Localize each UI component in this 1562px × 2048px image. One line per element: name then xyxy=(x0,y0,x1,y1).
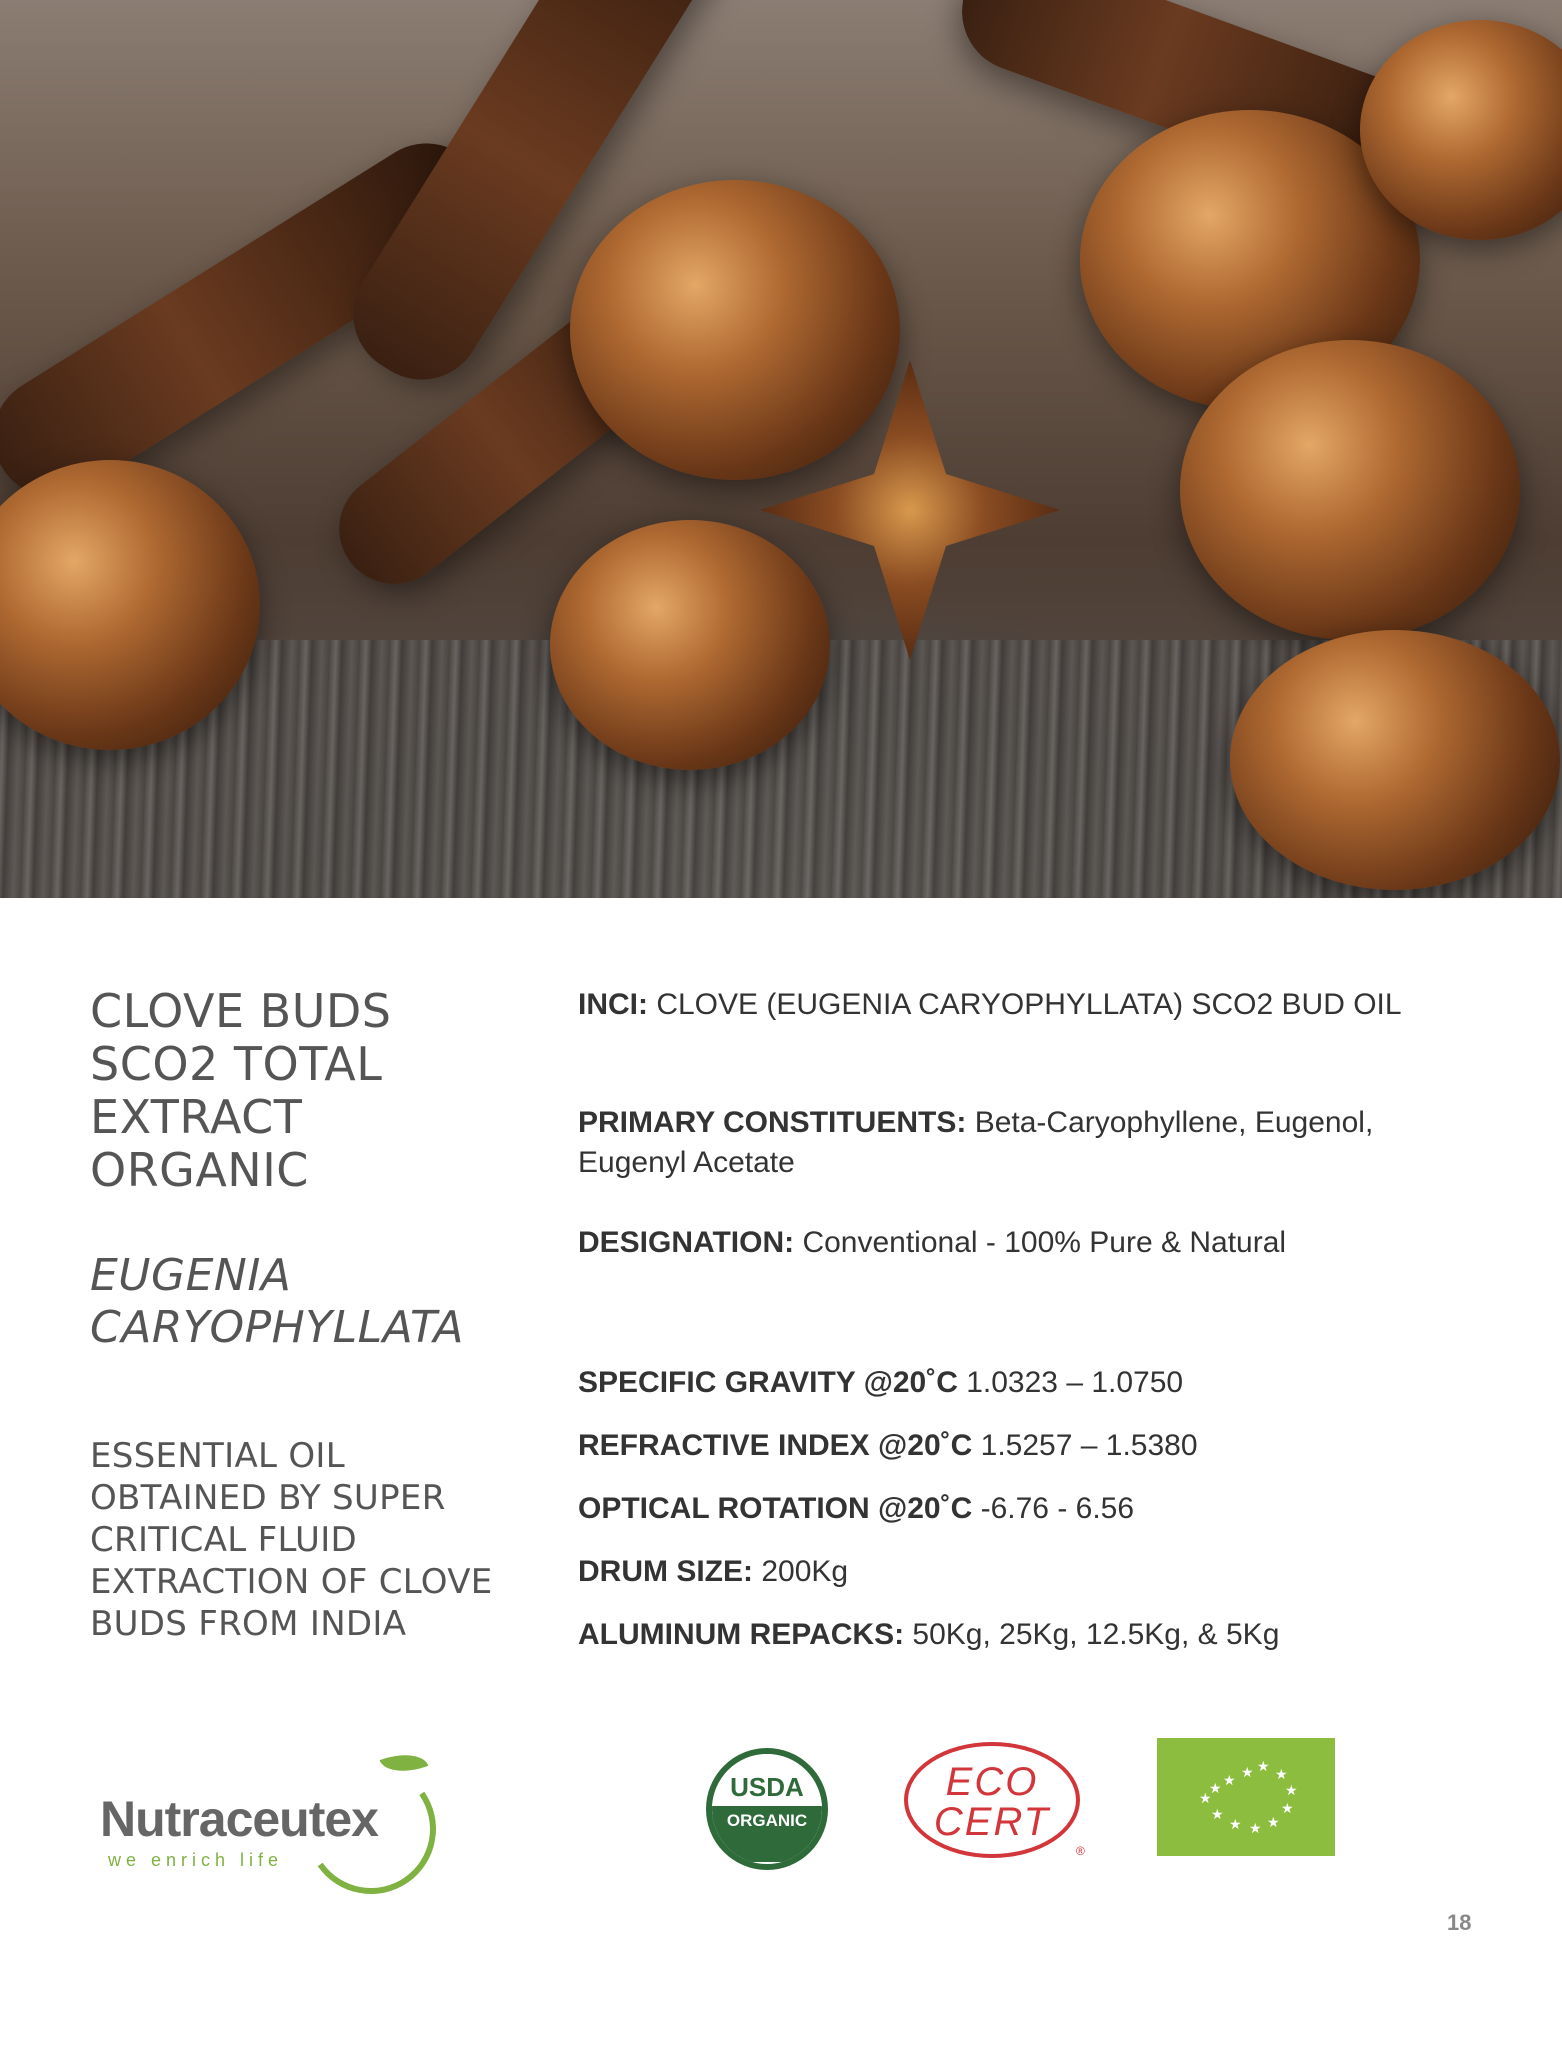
page-number: 18 xyxy=(1447,1910,1472,1935)
eu-organic-leaf-logo xyxy=(1157,1738,1335,1856)
usda-arc xyxy=(716,1836,818,1866)
nutraceutex-logo xyxy=(100,1760,440,1870)
spec-value: Conventional - 100% Pure & Natural xyxy=(794,1226,1287,1259)
description-line: OBTAINED BY SUPER xyxy=(90,1478,446,1518)
title-line: EXTRACT xyxy=(90,1090,303,1144)
latin-name xyxy=(90,1250,520,1354)
spec-label: REFRACTIVE INDEX @20˚C xyxy=(578,1429,973,1462)
clove-bud-shape xyxy=(1180,340,1520,640)
product-description xyxy=(90,1435,530,1645)
title-line: SCO2 TOTAL xyxy=(90,1037,383,1091)
usda-label: USDA xyxy=(712,1754,822,1814)
ecocert-line1: ECO xyxy=(945,1760,1039,1804)
spec-label: SPECIFIC GRAVITY @20˚C xyxy=(578,1366,958,1399)
brand-name: Nutraceutex xyxy=(100,1791,378,1847)
ecocert-line2: CERT xyxy=(933,1800,1051,1844)
usda-organic-label: ORGANIC xyxy=(712,1806,822,1870)
latin-line: CARYOPHYLLATA xyxy=(90,1302,464,1353)
title-line: ORGANIC xyxy=(90,1143,309,1197)
hero-clove-photo xyxy=(0,0,1562,898)
title-line: CLOVE BUDS xyxy=(90,984,392,1038)
spec-designation xyxy=(578,1223,1478,1263)
spec-label: DESIGNATION: xyxy=(578,1226,795,1259)
spec-refractive-index xyxy=(578,1426,1478,1466)
spec-label: OPTICAL ROTATION @20˚C xyxy=(578,1492,973,1525)
spec-label: PRIMARY CONSTITUENTS: xyxy=(578,1106,967,1139)
eu-stars-leaf-icon: ★ ★ ★ ★ ★ ★ ★ ★ ★ ★ ★ ★ xyxy=(1199,1758,1298,1836)
usda-organic-seal xyxy=(706,1748,828,1870)
ecocert-logo xyxy=(904,1742,1085,1858)
spec-value: Beta-Caryophyllene, Eugenol, Eugenyl Acetate xyxy=(578,1106,1374,1179)
clove-bud-shape xyxy=(550,520,830,770)
spec-value: -6.76 - 6.56 xyxy=(972,1492,1135,1525)
description-line: ESSENTIAL OIL xyxy=(90,1436,345,1476)
spec-value: CLOVE (EUGENIA CARYOPHYLLATA) SCO2 BUD OIL xyxy=(648,988,1402,1021)
clove-bud-shape xyxy=(570,180,900,480)
latin-line: EUGENIA xyxy=(90,1250,292,1301)
spec-value: 1.0323 – 1.0750 xyxy=(957,1366,1184,1399)
clove-bud-shape xyxy=(1230,630,1560,890)
description-line: BUDS FROM INDIA xyxy=(90,1604,407,1644)
spec-drum-size xyxy=(578,1552,1478,1592)
spec-value: 50Kg, 25Kg, 12.5Kg, & 5Kg xyxy=(904,1618,1280,1651)
product-title xyxy=(90,985,520,1197)
spec-value: 200Kg xyxy=(753,1555,849,1588)
description-line: EXTRACTION OF CLOVE xyxy=(90,1562,493,1602)
spec-aluminum-repacks xyxy=(578,1615,1478,1655)
spec-label: ALUMINUM REPACKS: xyxy=(578,1618,905,1651)
spec-value: 1.5257 – 1.5380 xyxy=(972,1429,1198,1462)
spec-specific-gravity xyxy=(578,1363,1478,1403)
spec-constituents xyxy=(578,1103,1438,1183)
spec-inci xyxy=(578,985,1438,1025)
brand-tagline: we enrich life xyxy=(108,1850,284,1870)
registered-mark: ® xyxy=(1076,1844,1085,1858)
spec-label: INCI: xyxy=(578,988,648,1021)
spec-optical-rotation xyxy=(578,1489,1478,1529)
description-line: CRITICAL FLUID xyxy=(90,1520,358,1560)
spec-label: DRUM SIZE: xyxy=(578,1555,753,1588)
